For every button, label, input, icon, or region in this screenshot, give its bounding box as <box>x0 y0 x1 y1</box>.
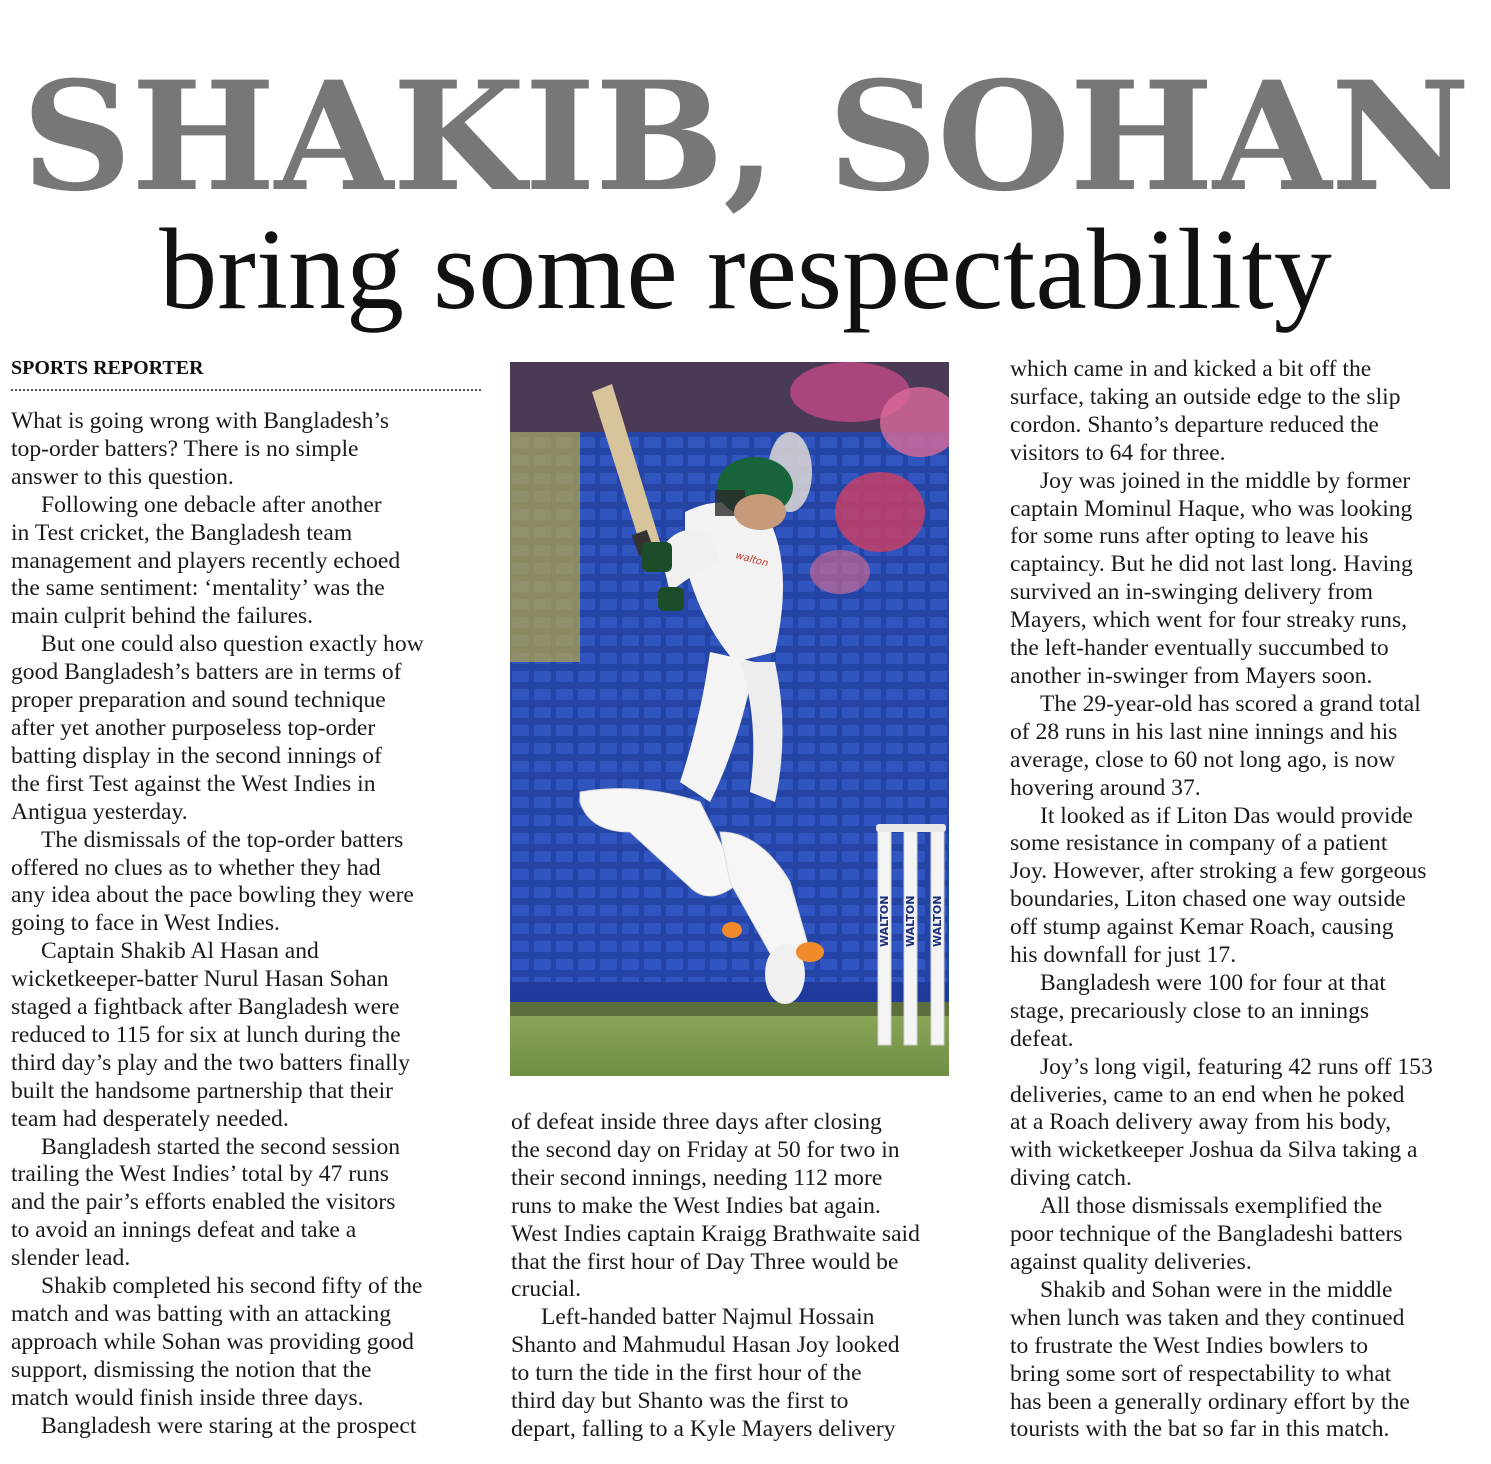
text-line: defeat. <box>1010 1025 1074 1052</box>
text-line: deliveries, came to an end when he poked <box>1010 1081 1405 1108</box>
text-line: survived an in-swinging delivery from <box>1010 579 1374 606</box>
text-line: at a Roach delivery away from his body, <box>1010 1109 1392 1136</box>
article-column-3 <box>1010 356 1485 1456</box>
text-line: Captain Shakib Al Hasan and <box>41 938 319 965</box>
text-line: Left-handed batter Najmul Hossain <box>541 1304 875 1331</box>
text-line: and the pair’s efforts enabled the visitors <box>11 1189 396 1216</box>
text-line: to turn the tide in the first hour of the <box>511 1360 862 1387</box>
text-line: off stump against Kemar Roach, causing <box>1010 914 1394 941</box>
text-line: the second day on Friday at 50 for two in <box>511 1136 900 1163</box>
text-line: West Indies captain Kraigg Brathwaite said <box>511 1220 920 1247</box>
text-line: built the handsome partnership that their <box>11 1077 393 1104</box>
headline-main: SHAKIB, SOHAN <box>21 49 1470 225</box>
headline-sub: bring some respectability <box>159 206 1332 334</box>
text-line: of 28 runs in his last nine innings and his <box>1010 718 1398 745</box>
text-line: that the first hour of Day Three would be <box>511 1248 899 1275</box>
text-line: management and players recently echoed <box>11 547 401 574</box>
text-line: crucial. <box>511 1276 582 1303</box>
text-line: Shakib and Sohan were in the middle <box>1040 1276 1393 1303</box>
text-line: main culprit behind the failures. <box>11 603 314 630</box>
text-line: top-order batters? There is no simple <box>11 435 359 462</box>
text-line: with wicketkeeper Joshua da Silva taking a <box>1010 1137 1418 1164</box>
text-line: against quality deliveries. <box>1010 1249 1252 1275</box>
text-line: runs to make the West Indies bat again. <box>511 1192 881 1219</box>
text-line: slender lead. <box>11 1245 131 1272</box>
text-line: visitors to 64 for three. <box>1010 439 1226 466</box>
text-line: third day but Shanto was the first to <box>511 1388 849 1415</box>
text-line: his downfall for just 17. <box>1010 942 1237 969</box>
stumps <box>876 824 946 1045</box>
byline: SPORTS REPORTER <box>11 357 481 391</box>
text-line: when lunch was taken and they continued <box>1010 1304 1405 1331</box>
cricket-photo <box>510 362 949 1076</box>
text-line: offered no clues as to whether they had <box>11 854 381 881</box>
text-line: another in-swinger from Mayers soon. <box>1010 662 1373 689</box>
text-line: hovering around 37. <box>1010 774 1201 801</box>
text-line: their second innings, needing 112 more <box>511 1164 883 1191</box>
text-line: approach while Sohan was providing good <box>11 1328 414 1355</box>
text-line: some resistance in company of a patient <box>1010 830 1388 857</box>
text-line: Bangladesh were staring at the prospect <box>41 1412 417 1439</box>
text-line: reduced to 115 for six at lunch during the <box>11 1021 401 1048</box>
text-line: the left-hander eventually succumbed to <box>1010 635 1389 662</box>
text-line: Joy was joined in the middle by former <box>1040 467 1411 494</box>
text-line: wicketkeeper-batter Nurul Hasan Sohan <box>11 966 389 993</box>
text-line: Bangladesh started the second session <box>41 1133 401 1160</box>
text-line: to avoid an innings defeat and take a <box>11 1217 357 1244</box>
text-line: poor technique of the Bangladeshi batters <box>1010 1221 1403 1248</box>
text-line: Joy’s long vigil, featuring 42 runs off 153 <box>1040 1053 1433 1080</box>
text-line: The 29-year-old has scored a grand total <box>1040 690 1421 717</box>
text-line: stage, precariously close to an innings <box>1010 997 1370 1024</box>
text-line: proper preparation and sound technique <box>11 687 386 714</box>
text-line: any idea about the pace bowling they were <box>11 882 414 909</box>
text-line: the same sentiment: ‘mentality’ was the <box>11 575 385 602</box>
text-line: surface, taking an outside edge to the slip <box>1010 383 1401 410</box>
text-line: All those dismissals exemplified the <box>1040 1193 1383 1220</box>
text-line: diving catch. <box>1010 1165 1132 1192</box>
text-line: match would finish inside three days. <box>11 1384 364 1411</box>
text-line: depart, falling to a Kyle Mayers delivery <box>511 1415 896 1442</box>
text-line: which came in and kicked a bit off the <box>1010 356 1372 382</box>
text-line: The dismissals of the top-order batters <box>41 826 404 853</box>
text-line: answer to this question. <box>11 463 234 490</box>
text-line: tourists with the bat so far in this match. <box>1010 1416 1390 1443</box>
article-column-1 <box>11 408 491 1458</box>
text-line: trailing the West Indies’ total by 47 runs <box>11 1161 389 1188</box>
text-line: team had desperately needed. <box>11 1105 289 1132</box>
text-line: has been a generally ordinary effort by the <box>1010 1388 1410 1415</box>
stump-brand-3: WALTON <box>931 895 944 947</box>
text-line: to frustrate the West Indies bowlers to <box>1010 1332 1369 1359</box>
text-line: bring some sort of respectability to what <box>1010 1360 1392 1387</box>
text-line: Antigua yesterday. <box>11 798 188 825</box>
text-line: good Bangladesh’s batters are in terms of <box>11 659 402 686</box>
text-line: going to face in West Indies. <box>11 910 280 937</box>
text-line: Shanto and Mahmudul Hasan Joy looked <box>511 1332 900 1359</box>
text-line: after yet another purposeless top-order <box>11 714 376 741</box>
text-line: match and was batting with an attacking <box>11 1301 392 1327</box>
text-line: Joy. However, after stroking a few gorgeous <box>1010 858 1427 885</box>
text-line: It looked as if Liton Das would provide <box>1040 802 1413 829</box>
text-line: captaincy. But he did not last long. Having <box>1010 551 1413 578</box>
text-line: of defeat inside three days after closing <box>511 1109 882 1135</box>
text-line: Bangladesh were 100 for four at that <box>1040 969 1386 996</box>
shirt-sponsor: walton <box>734 550 770 570</box>
text-line: But one could also question exactly how <box>41 631 424 658</box>
text-line: cordon. Shanto’s departure reduced the <box>1010 411 1379 438</box>
article-column-2 <box>511 1109 981 1459</box>
text-line: Following one debacle after another <box>41 491 382 518</box>
text-line: third day’s play and the two batters finally <box>11 1049 411 1076</box>
text-line: for some runs after opting to leave his <box>1010 523 1369 550</box>
text-line: boundaries, Liton chased one way outside <box>1010 886 1406 913</box>
text-line: staged a fightback after Bangladesh were <box>11 994 400 1021</box>
stump-brand-1: WALTON <box>878 895 891 947</box>
text-line: the first Test against the West Indies in <box>11 770 376 797</box>
text-line: captain Mominul Haque, who was looking <box>1010 495 1413 522</box>
text-line: Mayers, which went for four streaky runs, <box>1010 607 1408 634</box>
text-line: Shakib completed his second fifty of the <box>41 1273 423 1300</box>
text-line: support, dismissing the notion that the <box>11 1356 372 1383</box>
text-line: average, close to 60 not long ago, is now <box>1010 746 1396 773</box>
stump-brand-2: WALTON <box>904 895 917 947</box>
text-line: in Test cricket, the Bangladesh team <box>11 519 353 546</box>
text-line: batting display in the second innings of <box>11 742 382 769</box>
text-line: What is going wrong with Bangladesh’s <box>11 408 390 434</box>
